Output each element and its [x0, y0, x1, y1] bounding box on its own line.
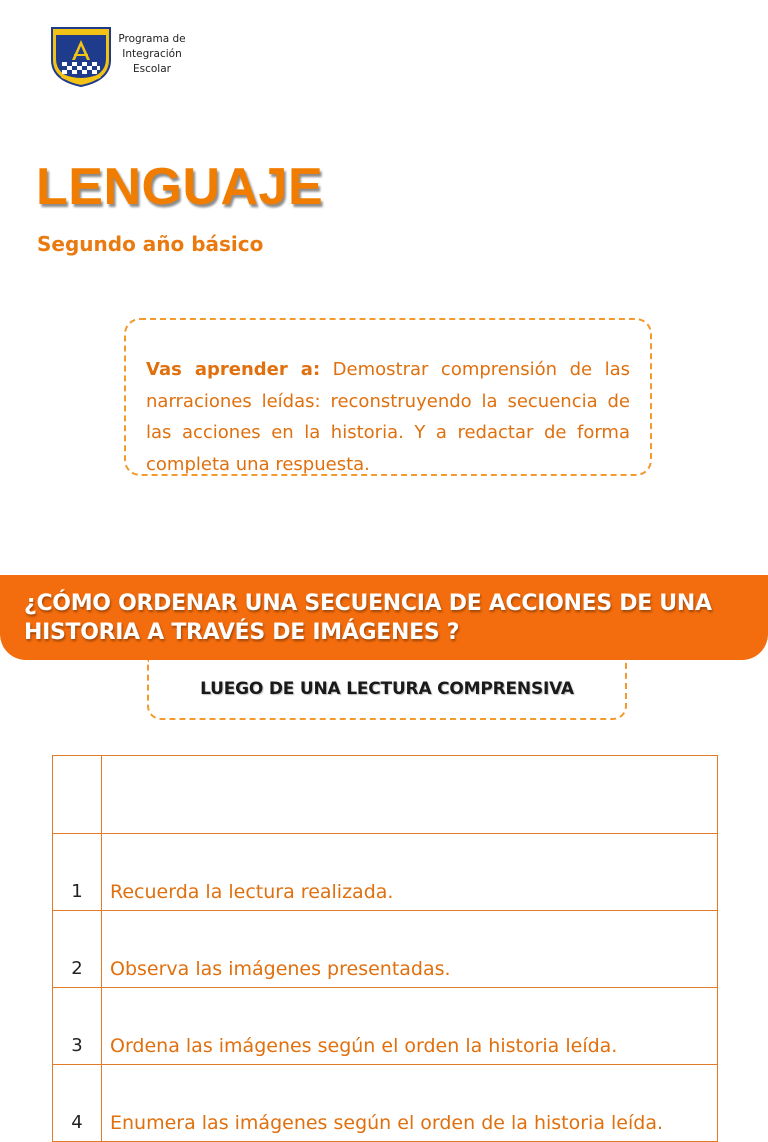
- program-name: [114, 32, 190, 77]
- step-number: 1: [53, 834, 102, 911]
- table-row: [53, 756, 718, 834]
- step-text: Observa las imágenes presentadas.: [102, 911, 718, 988]
- step-number: [53, 756, 102, 834]
- table-row: [53, 911, 718, 988]
- step-text: [102, 756, 718, 834]
- learning-goal-box: [124, 318, 652, 476]
- question-banner: [0, 575, 768, 660]
- step-text: Enumera las imágenes según el orden de la historia leída.: [102, 1065, 718, 1142]
- program-line-1: Programa de: [118, 33, 186, 45]
- step-heading-box: [147, 660, 627, 720]
- table-row: [53, 1065, 718, 1142]
- learning-goal-text: [146, 354, 630, 480]
- table-row: [53, 988, 718, 1065]
- program-line-2: Integración: [122, 48, 182, 60]
- school-crest-logo: [50, 26, 112, 88]
- page-subtitle: Segundo año básico: [37, 232, 264, 256]
- program-line-3: Escolar: [133, 63, 171, 75]
- step-heading: LUEGO DE UNA LECTURA COMPRENSIVA: [200, 679, 574, 699]
- header: [50, 26, 190, 88]
- learning-goal-body: Demostrar comprensión de las narraciones leídas: reconstruyendo la secuencia de las acciones en la historia. Y a redactar de forma completa una respuesta.: [146, 359, 630, 475]
- steps-table: [52, 755, 718, 1142]
- learning-goal-lead: Vas aprender a:: [146, 359, 321, 380]
- step-text: Ordena las imágenes según el orden la historia leída.: [102, 988, 718, 1065]
- step-text: Recuerda la lectura realizada.: [102, 834, 718, 911]
- step-number: 4: [53, 1065, 102, 1142]
- page-title: LENGUAJE: [36, 158, 324, 216]
- table-row: [53, 834, 718, 911]
- step-number: 3: [53, 988, 102, 1065]
- step-number: 2: [53, 911, 102, 988]
- banner-question: ¿CÓMO ORDENAR UNA SECUENCIA DE ACCIONES DE UNA HISTORIA A TRAVÉS DE IMÁGENES ?: [24, 591, 712, 645]
